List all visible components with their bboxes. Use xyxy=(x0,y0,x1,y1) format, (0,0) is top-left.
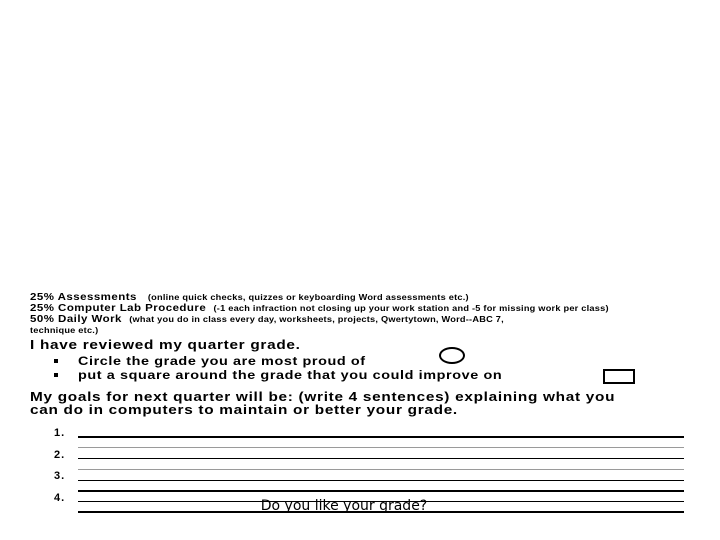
daily-work-label: 50% Daily Work xyxy=(30,314,122,325)
writing-line xyxy=(78,447,684,448)
lab-procedure-label: 25% Computer Lab Procedure xyxy=(30,303,207,314)
daily-work-note-cont: technique etc.) xyxy=(30,326,99,335)
assessments-line xyxy=(30,292,720,303)
bullet-icon xyxy=(54,359,58,363)
line-number: 1. xyxy=(54,427,66,439)
writing-line xyxy=(78,480,684,481)
bullet-text-circle: Circle the grade you are most proud of xyxy=(78,354,366,368)
slide-caption: Do you like your grade? xyxy=(260,498,428,514)
writing-line xyxy=(78,458,684,459)
goals-prompt xyxy=(30,390,695,416)
lab-procedure-line xyxy=(30,303,720,314)
review-heading: I have reviewed my quarter grade. xyxy=(30,337,301,352)
bullet-text-square: put a square around the grade that you could improve on xyxy=(78,368,503,382)
bullet-square-instruction xyxy=(52,368,695,382)
goals-prompt-line1: My goals for next quarter will be: (write 4 sentences) explaining what you xyxy=(30,389,616,404)
writing-line xyxy=(78,436,684,438)
goals-prompt-line2: can do in computers to maintain or better your grade. xyxy=(30,402,458,417)
bullet-icon xyxy=(54,373,58,377)
bullet-circle-instruction xyxy=(52,354,695,368)
line-number: 3. xyxy=(54,470,66,482)
daily-work-line xyxy=(30,314,720,325)
daily-work-note: (what you do in class every day, worksheets, projects, Qwertytown, Word--ABC 7, xyxy=(129,315,504,324)
square-shape-icon xyxy=(603,369,635,384)
lab-procedure-note: (-1 each infraction not closing up your work station and -5 for missing work per class) xyxy=(213,304,609,313)
circle-shape-icon xyxy=(439,347,465,364)
writing-line xyxy=(78,490,684,492)
grade-worksheet xyxy=(30,292,695,512)
assessments-note: (online quick checks, quizzes or keyboarding Word assessments etc.) xyxy=(147,293,469,302)
line-number: 2. xyxy=(54,449,66,461)
assessments-label: 25% Assessments xyxy=(30,292,137,303)
daily-work-note-continued xyxy=(30,325,720,336)
writing-line xyxy=(78,469,684,470)
line-number: 4. xyxy=(54,492,66,504)
